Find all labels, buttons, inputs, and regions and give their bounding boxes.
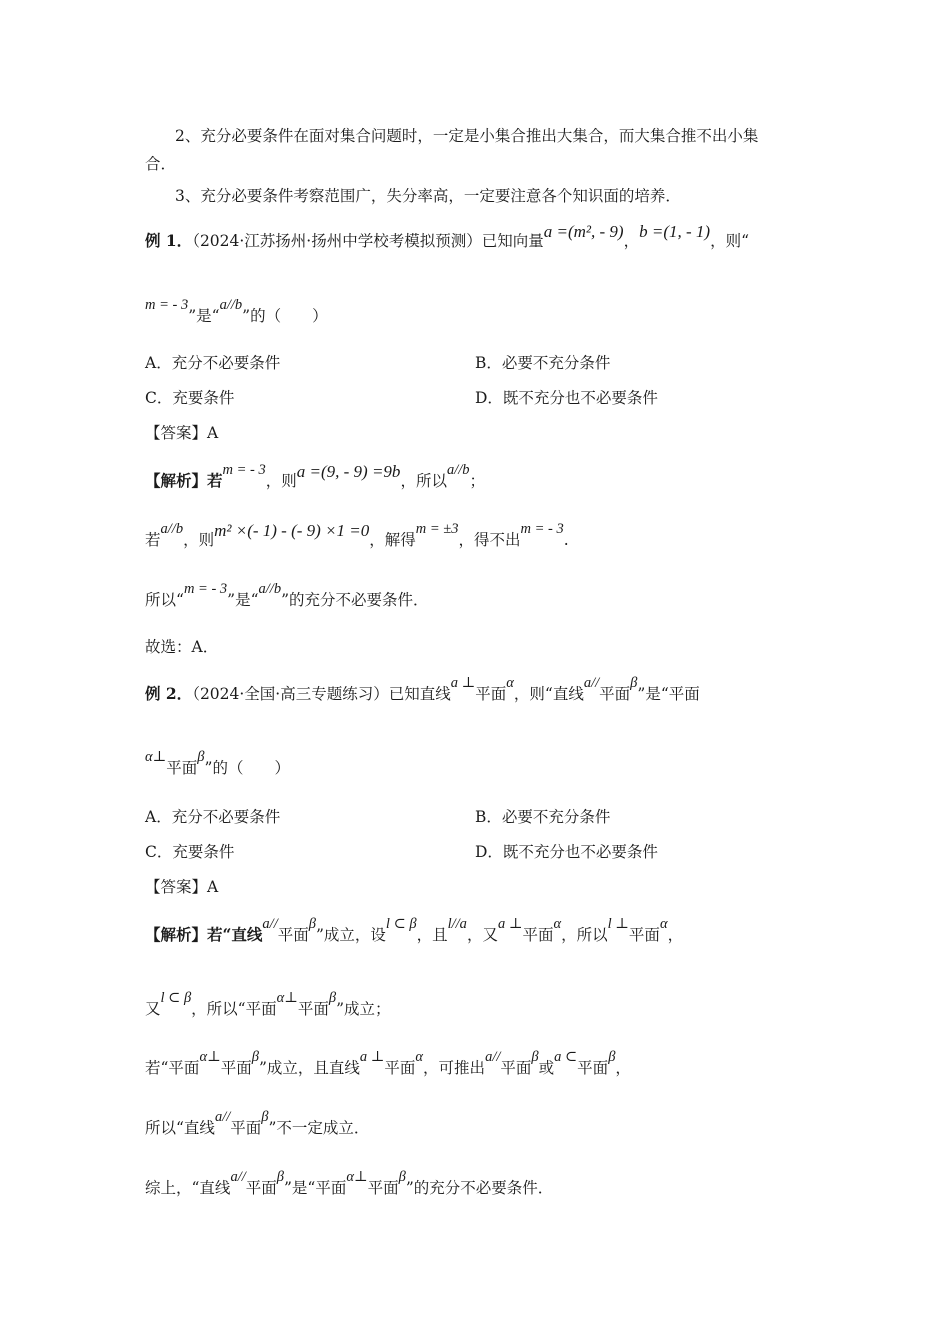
ex2-option-c: C．充要条件 bbox=[145, 843, 235, 861]
ex1-option-a: A．充分不必要条件 bbox=[145, 354, 281, 372]
ex2-question-line1: 例 2．（2024·全国·高三专题练习）已知直线a ⊥平面α，则“直线a//平面β”是“平面 bbox=[145, 675, 700, 703]
ex2-option-a: A．充分不必要条件 bbox=[145, 808, 281, 826]
intro-point-2: 2、充分必要条件在面对集合问题时，一定是小集合推出大集合，而大集合推不出小集 bbox=[175, 127, 759, 145]
ex2-answer: 【答案】A bbox=[145, 878, 219, 896]
ex2-solution-line5: 综上，“直线a//平面β”是“平面α⊥平面β”的充分不必要条件． bbox=[145, 1169, 554, 1197]
ex1-solution-line2: 若a//b，则m² ×(- 1) - (- 9) ×1 =0，解得m = ±3，得不出m = - 3. bbox=[145, 521, 569, 549]
intro-point-3: 3、充分必要条件考察范围广，失分率高，一定要注意各个知识面的培养． bbox=[175, 187, 681, 205]
ex2-option-d: D．既不充分也不必要条件 bbox=[475, 843, 658, 861]
vector-b: b =(1, - 1) bbox=[639, 222, 711, 241]
ex1-option-c: C．充要条件 bbox=[145, 389, 235, 407]
ex1-solution-line3: 所以“m = - 3”是“a//b”的充分不必要条件． bbox=[145, 581, 429, 609]
ex1-solution-line1: 【解析】若m = - 3，则a =(9, - 9) =9b，所以a//b； bbox=[145, 462, 486, 490]
ex2-solution-line1: 【解析】若“直线a//平面β”成立，设l ⊂ β，且l//a，又a ⊥平面α，所以l ⊥平面α， bbox=[145, 916, 684, 944]
ex1-option-b: B．必要不充分条件 bbox=[475, 354, 611, 372]
vector-a: a =(m², - 9) bbox=[543, 222, 624, 241]
ex1-answer: 【答案】A bbox=[145, 424, 219, 442]
intro-point-2-cont: 合． bbox=[145, 155, 177, 173]
ex1-choice: 故选：A． bbox=[145, 638, 219, 656]
ex1-question-line1: 例 1．（2024·江苏扬州·扬州中学校考模拟预测）已知向量a =(m², - 9)，b =(1, - 1)，则“ bbox=[145, 222, 750, 250]
ex1-question-line2: m = - 3”是“a//b”的（ ） bbox=[145, 297, 328, 325]
ex2-solution-line3: 若“平面α⊥平面β”成立，且直线a ⊥平面α，可推出a//平面β或a ⊂平面β， bbox=[145, 1049, 631, 1077]
ex1-option-d: D．既不充分也不必要条件 bbox=[475, 389, 658, 407]
ex2-question-line2: α⊥平面β”的（ ） bbox=[145, 749, 290, 777]
ex2-solution-line2: 又l ⊂ β，所以“平面α⊥平面β”成立； bbox=[145, 990, 391, 1018]
ex1-label: 例 1． bbox=[145, 231, 193, 250]
ex2-solution-line4: 所以“直线a//平面β”不一定成立． bbox=[145, 1109, 370, 1137]
ex2-option-b: B．必要不充分条件 bbox=[475, 808, 611, 826]
ex2-label: 例 2． bbox=[145, 684, 193, 703]
